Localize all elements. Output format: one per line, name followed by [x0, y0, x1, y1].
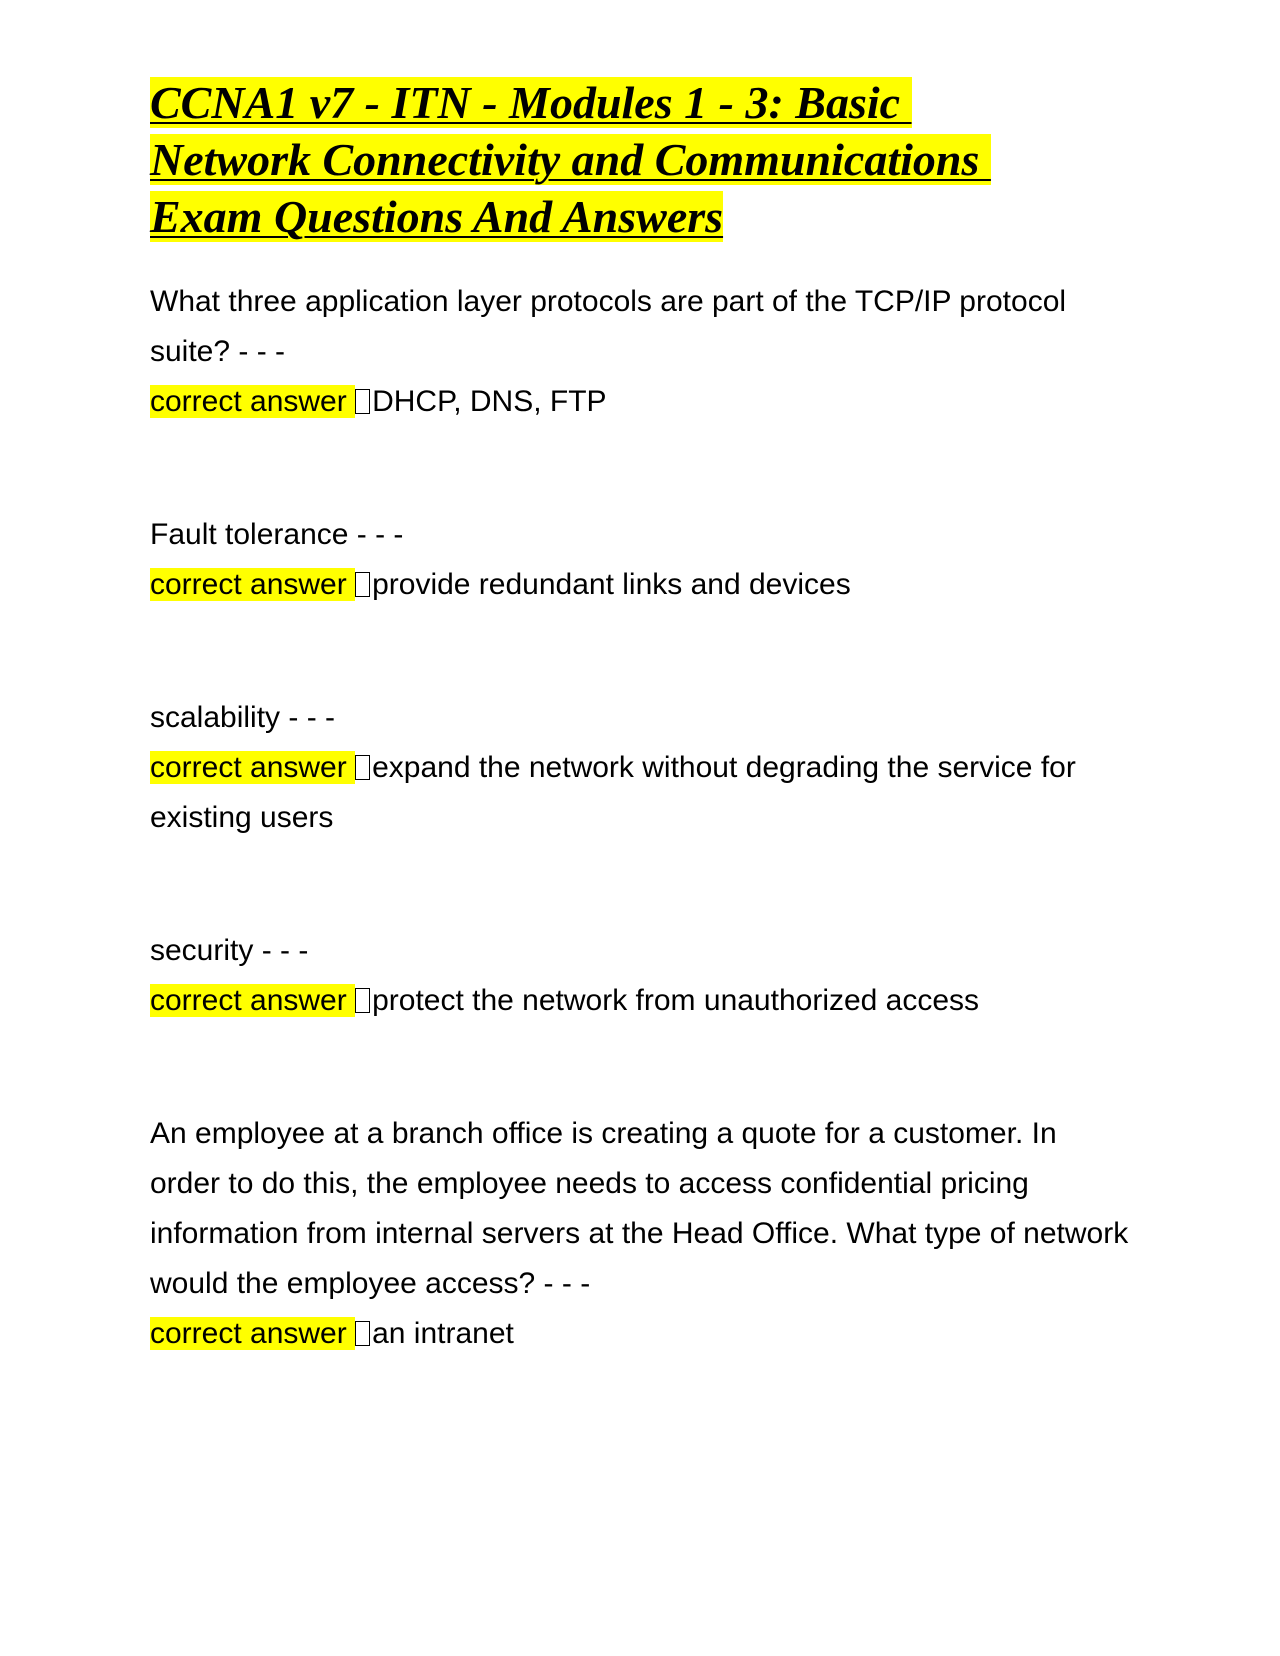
document-title — [150, 74, 1130, 245]
answer-text: protect the network from unauthorized access — [372, 984, 980, 1017]
missing-glyph-box-icon — [355, 389, 370, 414]
answer-line — [150, 560, 1130, 610]
qa-item — [150, 277, 1130, 427]
missing-glyph-box-icon — [355, 1321, 370, 1346]
qa-item — [150, 1109, 1130, 1359]
title-line: Exam Questions And Answers — [150, 191, 724, 242]
correct-answer-label: correct answer — [150, 751, 356, 784]
correct-answer-label: correct answer — [150, 385, 356, 418]
correct-answer-label: correct answer — [150, 1317, 356, 1350]
question-text: scalability - - - — [150, 701, 336, 734]
missing-glyph-box-icon — [355, 988, 370, 1013]
answer-line — [150, 1309, 1130, 1359]
qa-item — [150, 926, 1130, 1026]
question-text: What three application layer protocols are part of the TCP/IP protocol suite? - - - — [150, 285, 1067, 368]
answer-line — [150, 976, 1130, 1026]
answer-text: provide redundant links and devices — [372, 568, 851, 601]
correct-answer-label: correct answer — [150, 984, 356, 1017]
answer-text: expand the network without degrading the service for existing users — [150, 751, 1076, 834]
missing-glyph-box-icon — [355, 572, 370, 597]
answer-line — [150, 743, 1130, 843]
qa-item — [150, 693, 1130, 843]
answer-text: DHCP, DNS, FTP — [372, 385, 607, 418]
answer-text: an intranet — [372, 1317, 514, 1350]
question-text: security - - - — [150, 934, 309, 967]
answer-line — [150, 377, 1130, 427]
missing-glyph-box-icon — [355, 755, 370, 780]
title-line: CCNA1 v7 - ITN - Modules 1 - 3: Basic — [150, 77, 912, 128]
question-text: An employee at a branch office is creating a quote for a customer. In order to do this, the employee needs to access confidential pricing information from internal servers at the Head Office. What type of network would the employee access? - - - — [150, 1117, 1129, 1300]
qa-item — [150, 510, 1130, 610]
correct-answer-label: correct answer — [150, 568, 356, 601]
qa-list — [150, 277, 1130, 1359]
question-text: Fault tolerance - - - — [150, 518, 404, 551]
title-line: Network Connectivity and Communications — [150, 134, 991, 185]
